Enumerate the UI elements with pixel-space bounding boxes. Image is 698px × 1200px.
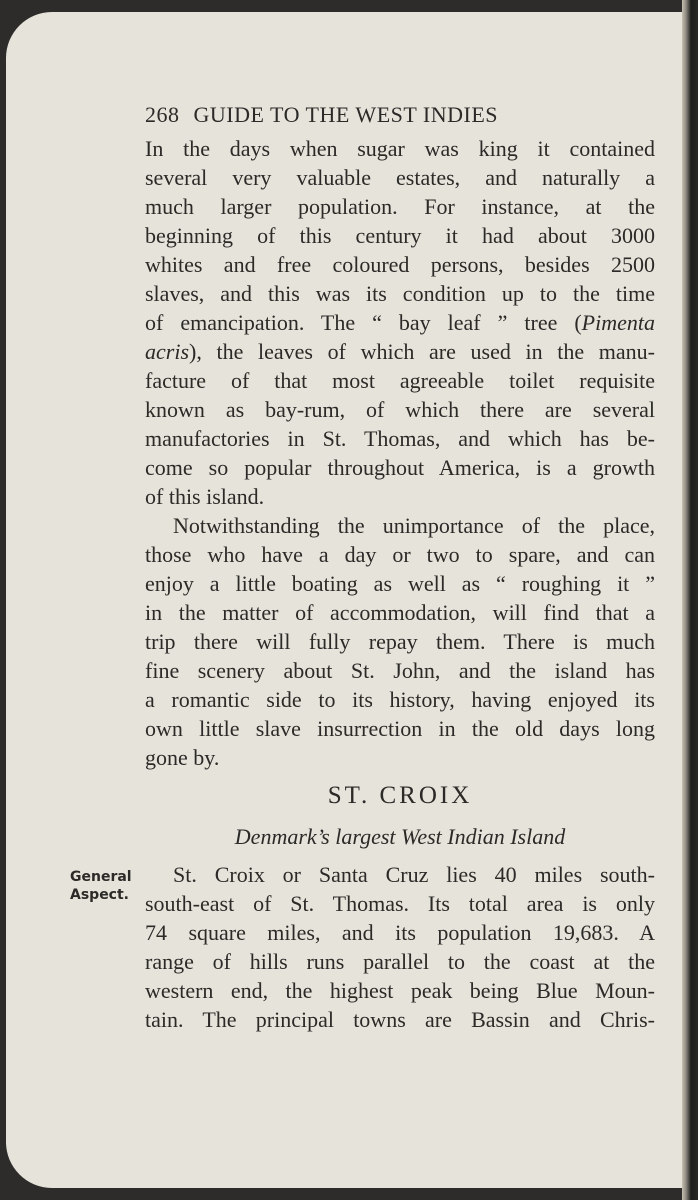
paragraph-st-croix — [145, 860, 655, 1034]
page-text-block — [145, 86, 655, 1034]
text-line: beginning of this century it had about 3000 — [145, 223, 655, 248]
running-title: GUIDE TO THE WEST INDIES — [193, 102, 499, 127]
text-line: St. Croix or Santa Cruz lies 40 miles south- — [173, 862, 655, 887]
margin-note — [70, 868, 150, 904]
text-line: several very valuable estates, and naturally a — [145, 165, 655, 190]
margin-note-line: Aspect. — [70, 887, 129, 903]
page-number: 268 — [145, 102, 180, 127]
text-line: In the days when sugar was king it contained — [145, 136, 655, 161]
text-line: enjoy a little boating as well as “ roughing it ” — [145, 571, 655, 596]
margin-note-line: General — [70, 869, 132, 885]
text-line: range of hills runs parallel to the coast at the — [145, 949, 655, 974]
section-subtitle: Denmark’s largest West Indian Island — [234, 824, 566, 849]
running-header — [145, 100, 655, 130]
text-line: a romantic side to its history, having enjoyed its — [145, 687, 655, 712]
text-line: facture of that most agreeable toilet requisite — [145, 368, 655, 393]
text-line: come so popular throughout America, is a growth — [145, 455, 655, 480]
italic-species-name: Pimenta — [581, 310, 655, 335]
text-line: whites and free coloured persons, besides 2500 — [145, 252, 655, 277]
text-line: gone by. — [145, 745, 220, 770]
text-line: fine scenery about St. John, and the island has — [145, 658, 655, 683]
text-line: much larger population. For instance, at the — [145, 194, 655, 219]
text-line: of this island. — [145, 484, 265, 509]
text-line: trip there will fully repay them. There is much — [145, 629, 655, 654]
text-line: slaves, and this was its condition up to the time — [145, 281, 655, 306]
paragraph-notwithstanding — [145, 511, 655, 772]
text-fragment: ), the leaves of which are used in the manu- — [189, 339, 655, 364]
text-line — [145, 308, 655, 337]
text-line: south-east of St. Thomas. Its total area is only — [145, 891, 655, 916]
text-line: in the matter of accommodation, will find that a — [145, 600, 655, 625]
book-spine-edge — [682, 0, 698, 1200]
text-fragment: of emancipation. The “ bay leaf ” tree ( — [145, 310, 582, 335]
text-line: western end, the highest peak being Blue Moun- — [145, 978, 655, 1003]
text-line: known as bay-rum, of which there are several — [145, 397, 655, 422]
italic-species-name: acris — [145, 339, 189, 364]
text-line: manufactories in St. Thomas, and which has be- — [145, 426, 655, 451]
text-line: 74 square miles, and its population 19,683. A — [145, 920, 655, 945]
text-line — [145, 337, 655, 366]
book-page — [6, 12, 682, 1188]
text-line: those who have a day or two to spare, and can — [145, 542, 655, 567]
text-line: own little slave insurrection in the old days long — [145, 716, 655, 741]
section-heading: ST. CROIX — [327, 782, 473, 809]
text-line: tain. The principal towns are Bassin and Chris- — [145, 1007, 655, 1032]
paragraph-bay-rum — [145, 134, 655, 511]
text-line: Notwithstanding the unimportance of the place, — [173, 513, 655, 538]
